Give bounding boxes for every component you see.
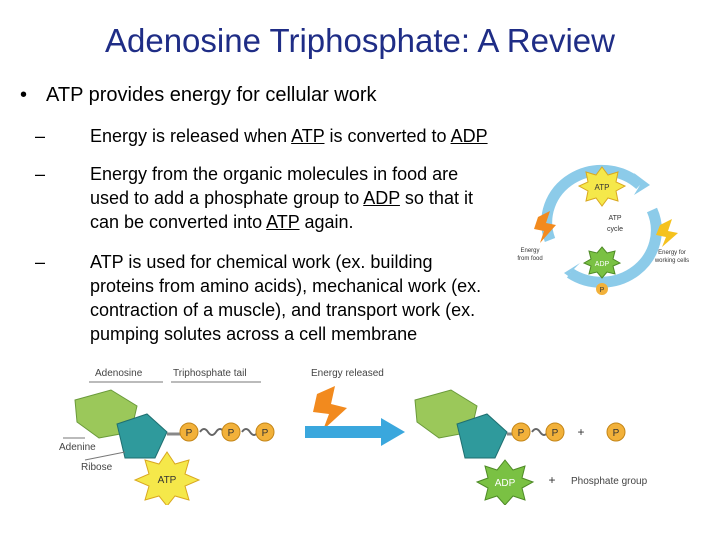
phosphate-group-label: Phosphate group [571, 476, 648, 487]
ribose-label: Ribose [81, 462, 113, 473]
food-label-1: Energy [520, 248, 540, 254]
sub-dash: – [35, 164, 46, 184]
adenosine-label: Adenosine [95, 368, 143, 379]
food-label-2: from food [517, 256, 543, 262]
main-bullet-text: ATP provides energy for cellular work [46, 84, 377, 106]
svg-text:P: P [185, 428, 193, 439]
cycle-center-2: cycle [607, 226, 623, 233]
adenine-label: Adenine [59, 442, 96, 453]
triphosphate-tail-label: Triphosphate tail [173, 368, 247, 379]
atp-reaction-diagram [55, 360, 675, 505]
svg-text:P: P [551, 428, 559, 439]
atp-burst-label: ATP [157, 475, 177, 486]
plus-sign-1: + [577, 425, 585, 439]
sub-dash: – [35, 126, 46, 146]
energy-released-icon [313, 386, 347, 430]
sub-dash: – [35, 252, 46, 272]
cycle-center-1: ATP [608, 215, 622, 222]
sub-bullet-3-text: ATP is used for chemical work (ex. building proteins from amino acids), mechanical work (ex. contraction of a muscle), and transport work (ex. pumping solutes across a cell membrane [90, 252, 482, 344]
svg-text:P: P [517, 428, 525, 439]
svg-text:P: P [261, 428, 269, 439]
work-label-2: working cells [654, 258, 690, 264]
cycle-atp-label: ATP [594, 183, 610, 192]
reaction-arrow-shaft [305, 426, 381, 438]
cycle-phosphate-label: P [599, 287, 605, 294]
slide-title: Adenosine Triphosphate: A Review [104, 22, 615, 59]
svg-text:P: P [227, 428, 235, 439]
sub-bullet-2-text: Energy from the organic molecules in food are used to add a phosphate group to ADP so that it can be converted into ATP again. [90, 164, 473, 232]
sub-bullet-1-text: Energy is released when ATP is converted to ADP [90, 126, 488, 146]
work-label-1: Energy for [658, 250, 686, 256]
energy-released-label: Energy released [311, 368, 384, 379]
svg-text:P: P [612, 428, 620, 439]
reaction-arrow-head [381, 418, 405, 446]
bullet-dot: • [20, 84, 28, 106]
atp-cycle-diagram [510, 155, 700, 300]
cycle-adp-label: ADP [594, 261, 610, 268]
plus-sign-2: + [548, 473, 556, 487]
adp-burst-label: ADP [494, 478, 516, 489]
